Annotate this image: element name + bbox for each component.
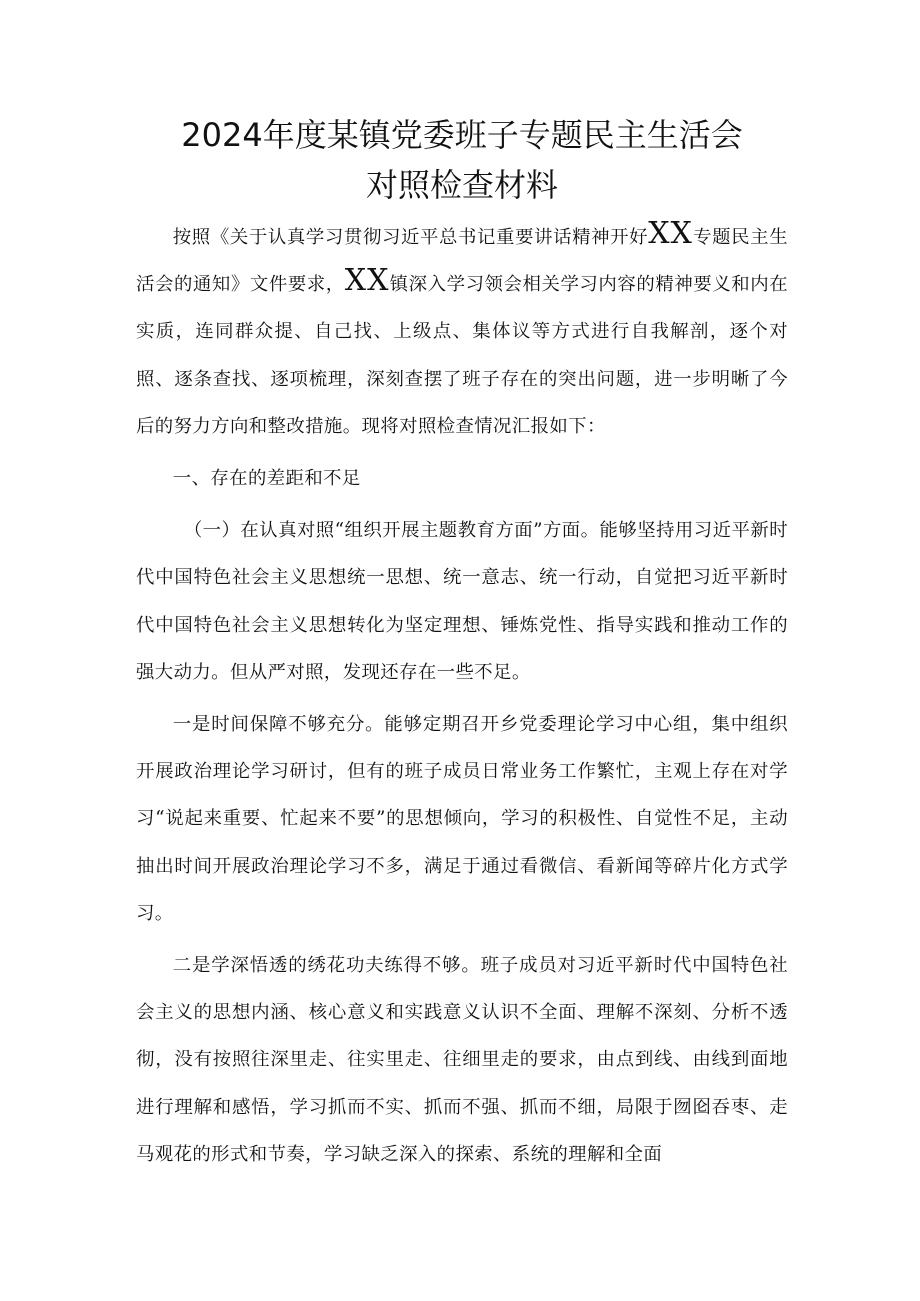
intro-text-1: 按照《关于认真学习贯彻习近平总书记重要讲话精神开好 xyxy=(172,227,649,248)
point-paragraph-2: 二是学深悟透的绣花功夫练得不够。班子成员对习近平新时代中国特色社会主义的思想内涵、核心意义和实践意义认识不全面、理解不深刻、分析不透彻，没有按照往深里走、往实里走、往细里走的要求，由点到线、由线到面地进行理解和感悟，学习抓而不实、抓而不强、抓而不细，局限于囫囵吞枣、走马观花的形式和节奏，学习缺乏深入的探索、系统的理解和全面 xyxy=(136,955,788,1165)
title-line-2: 对照检查材料 xyxy=(365,166,558,204)
intro-paragraph xyxy=(136,214,788,450)
section-heading-1: 一、存在的差距和不足 xyxy=(172,468,361,490)
intro-text-3: 镇深入学习领会相关学习内容的精神要义和内在实质，连同群众提、自己找、上级点、集体议等方式进行自我解剖，逐个对照、逐条查找、逐项梳理，深刻查摆了班子存在的突出问题，进一步明晰了今后的努力方向和整改措施。现将对照检查情况汇报如下： xyxy=(136,274,788,437)
title-line-1: 2024年度某镇党委班子专题民主生活会 xyxy=(181,116,743,154)
document-title xyxy=(136,110,788,210)
point-paragraph-1: 一是时间保障不够充分。能够定期召开乡党委理论学习中心组，集中组织开展政治理论学习研讨，但有的班子成员日常业务工作繁忙，主观上存在对学习“说起来重要、忙起来不要”的思想倾向，学习的积极性、自觉性不足，主动抽出时间开展政治理论学习不多，满足于通过看微信、看新闻等碎片化方式学习。 xyxy=(136,714,788,924)
placeholder-xx-1: XX xyxy=(648,216,693,251)
intro-text-2: 专题民主生活会的通知》文件要求， xyxy=(136,227,788,296)
subsection-paragraph-1: （一）在认真对照“组织开展主题教育方面”方面。能够坚持用习近平新时代中国特色社会主义思想统一思想、统一意志、统一行动，自觉把习近平新时代中国特色社会主义思想转化为坚定理想、锤炼党性、指导实践和推动工作的强大动力。但从严对照，发现还存在一些不足。 xyxy=(136,520,788,683)
document-body xyxy=(136,214,788,1178)
placeholder-xx-2: XX xyxy=(344,263,390,299)
